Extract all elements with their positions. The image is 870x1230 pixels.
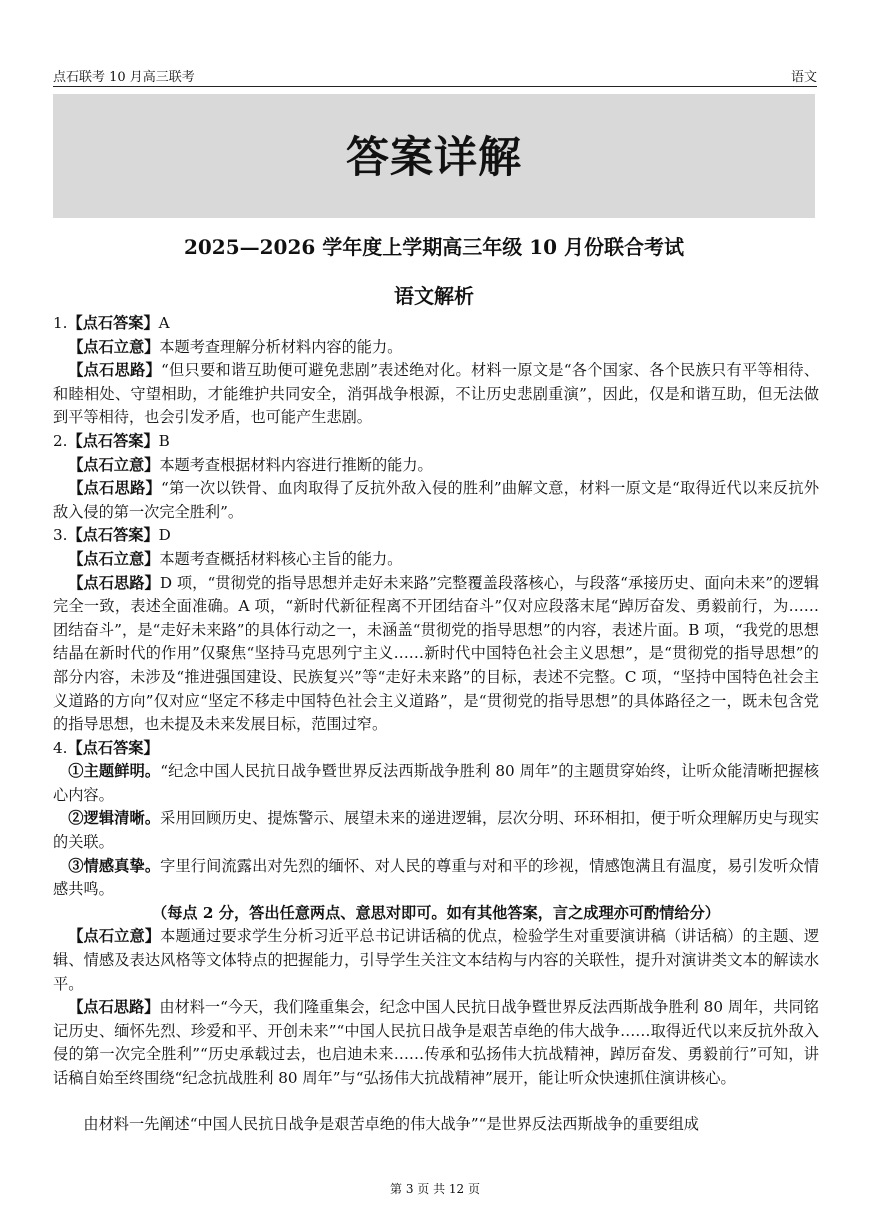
q4-thinking-text: 由材料一“今天，我们隆重集会，纪念中国人民抗日战争暨世界反法西斯战争胜利 80 周年，共同铭记历史、缅怀先烈、珍爱和平、开创未来”“中国人民抗日战争是艰苦卓绝的伟大战争……取得近代以来反抗外敌入侵的第一次完全胜利”“历史承载过去，也启迪未来……传承和弘扬伟大抗战精神，踔厉奋发、勇毅前行”可知，讲话稿自始至终围绕“纪念抗战胜利 80 周年”与“弘扬伟大抗战精神”展开，能让听众快速抓住演讲核心。: [53, 998, 819, 1087]
q2-answer-tag: 【点石答案】: [67, 431, 159, 450]
q4-intent-tag: 【点石立意】: [68, 927, 161, 946]
q1-answer: [53, 312, 819, 336]
q4-thinking-tag: 【点石思路】: [68, 998, 160, 1017]
q4-intent: [53, 925, 819, 996]
q3-answer: [53, 524, 819, 548]
page-header: [53, 66, 817, 87]
page-footer: 第 3 页 共 12 页: [390, 1182, 480, 1196]
header-left-text: 点石联考 10 月高三联考: [53, 70, 195, 85]
q2-thinking: [53, 477, 819, 524]
q1-thinking-tag: 【点石思路】: [68, 361, 161, 380]
q2-intent-text: 本题考查根据材料内容进行推断的能力。: [159, 455, 433, 474]
q4-answer: [53, 737, 819, 761]
q1-answer-value: A: [158, 314, 170, 332]
q4-continuation: 由材料一先阐述“中国人民抗日战争是艰苦卓绝的伟大战争”“是世界反法西斯战争的重要组成: [83, 1114, 699, 1133]
q4-point-2-text: 采用回顾历史、提炼警示、展望未来的递进逻辑，层次分明、环环相扣，便于听众理解历史与现实的关联。: [53, 809, 819, 852]
header-subject: 语文: [790, 70, 817, 85]
q4-point-2: [53, 807, 819, 854]
q2-thinking-tag: 【点石思路】: [68, 479, 161, 498]
q2-thinking-text: “第一次以铁骨、血肉取得了反抗外敌入侵的胜利”曲解文意，材料一原文是“取得近代以来反抗外敌入侵的第一次完全胜利”。: [53, 479, 820, 521]
q3-thinking: [53, 572, 819, 737]
exam-title: 2025—2026 学年度上学期高三年级 10 月份联合考试: [183, 235, 685, 259]
q3-intent: [53, 548, 819, 572]
q2-intent: [53, 454, 819, 478]
q2-answer: [53, 430, 819, 454]
paragraph-gap: [53, 1091, 819, 1113]
q3-answer-value: D: [158, 526, 171, 545]
q4-point-1-head: ①主题鲜明。: [68, 762, 161, 781]
q4-point-1-text: “纪念中国人民抗日战争暨世界反法西斯战争胜利 80 周年”的主题贯穿始终，让听众能清晰把握核心内容。: [53, 762, 820, 804]
q4-scoring-note: （每点 2 分，答出任意两点、意思对即可。如有其他答案，言之成理亦可酌情给分）: [152, 903, 720, 922]
q4-point-1: [53, 760, 819, 807]
q4-point-2-head: ②逻辑清晰。: [68, 809, 161, 828]
q1-thinking: [53, 359, 819, 430]
q2-intent-tag: 【点石立意】: [68, 455, 160, 474]
q1-answer-tag: 【点石答案】: [67, 314, 159, 332]
q4-answer-tag: 【点石答案】: [67, 738, 159, 757]
q1-thinking-text: “但只要和谐互助便可避免悲剧”表述绝对化。材料一原文是“各个国家、各个民族只有平等相待、和睦相处、守望相助，才能维护共同安全，消弭战争根源，不让历史悲剧重演”，因此，仅是和谐互助，但无法做到平等相待，也会引发矛盾，也可能产生悲剧。: [53, 361, 820, 427]
q4-thinking: [53, 996, 819, 1090]
q1-intent-text: 本题考查理解分析材料内容的能力。: [159, 337, 403, 356]
q3-intent-text: 本题考查概括材料核心主旨的能力。: [159, 549, 403, 568]
q4-point-3-text: 字里行间流露出对先烈的缅怀、对人民的尊重与对和平的珍视，情感饱满且有温度，易引发听众情感共鸣。: [53, 856, 819, 899]
q4-intent-text: 本题通过要求学生分析习近平总书记讲话稿的优点，检验学生对重要演讲稿（讲话稿）的主题、逻辑、情感及表达风格等文体特点的把握能力，引导学生关注文本结构与内容的关联性，提升对演讲类文本的解读水平。: [53, 927, 819, 993]
q4-point-3-head: ③情感真挚。: [68, 856, 161, 875]
q3-number: 3.: [53, 526, 68, 545]
q3-thinking-text: D 项，“贯彻党的指导思想并走好未来路”完整覆盖段落核心，与段落“承接历史、面向未来”的逻辑完全一致，表述全面准确。A 项，“新时代新征程离不开团结奋斗”仅对应段落末尾“踔厉奋发、勇毅前行，为……团结奋斗”，是“走好未来路”的具体行动之一，未涵盖“贯彻党的指导思想”的内容，表述片面。B 项，“我党的思想结晶在新时代的作用”仅聚焦“坚持马克思列宁主义……新时代中国特色社会主义思想”，是“贯彻党的指导思想”的部分内容，未涉及“推进强国建设、民族复兴”等“走好未来路”的目标，表述不完整。C 项，“坚持中国特色社会主义道路的方向”仅对应“坚定不移走中国特色社会主义道路”，是“贯彻党的指导思想”的具体路径之一，既未包含党的指导思想，也未提及未来发展目标，范围过窄。: [53, 573, 820, 734]
q1-intent-tag: 【点石立意】: [68, 337, 160, 356]
q4-number: 4.: [53, 738, 68, 757]
answer-content: [53, 312, 819, 1136]
q3-intent-tag: 【点石立意】: [68, 549, 160, 568]
q1-intent: [53, 336, 819, 360]
title-banner: [53, 94, 815, 218]
q3-answer-tag: 【点石答案】: [67, 526, 159, 545]
banner-title: 答案详解: [346, 133, 522, 183]
q3-thinking-tag: 【点石思路】: [68, 573, 160, 592]
q1-number: 1.: [53, 314, 68, 332]
q2-number: 2.: [53, 431, 68, 450]
subject-title: 语文解析: [394, 284, 474, 308]
q2-answer-value: B: [158, 431, 170, 450]
q4-point-3: [53, 855, 819, 902]
